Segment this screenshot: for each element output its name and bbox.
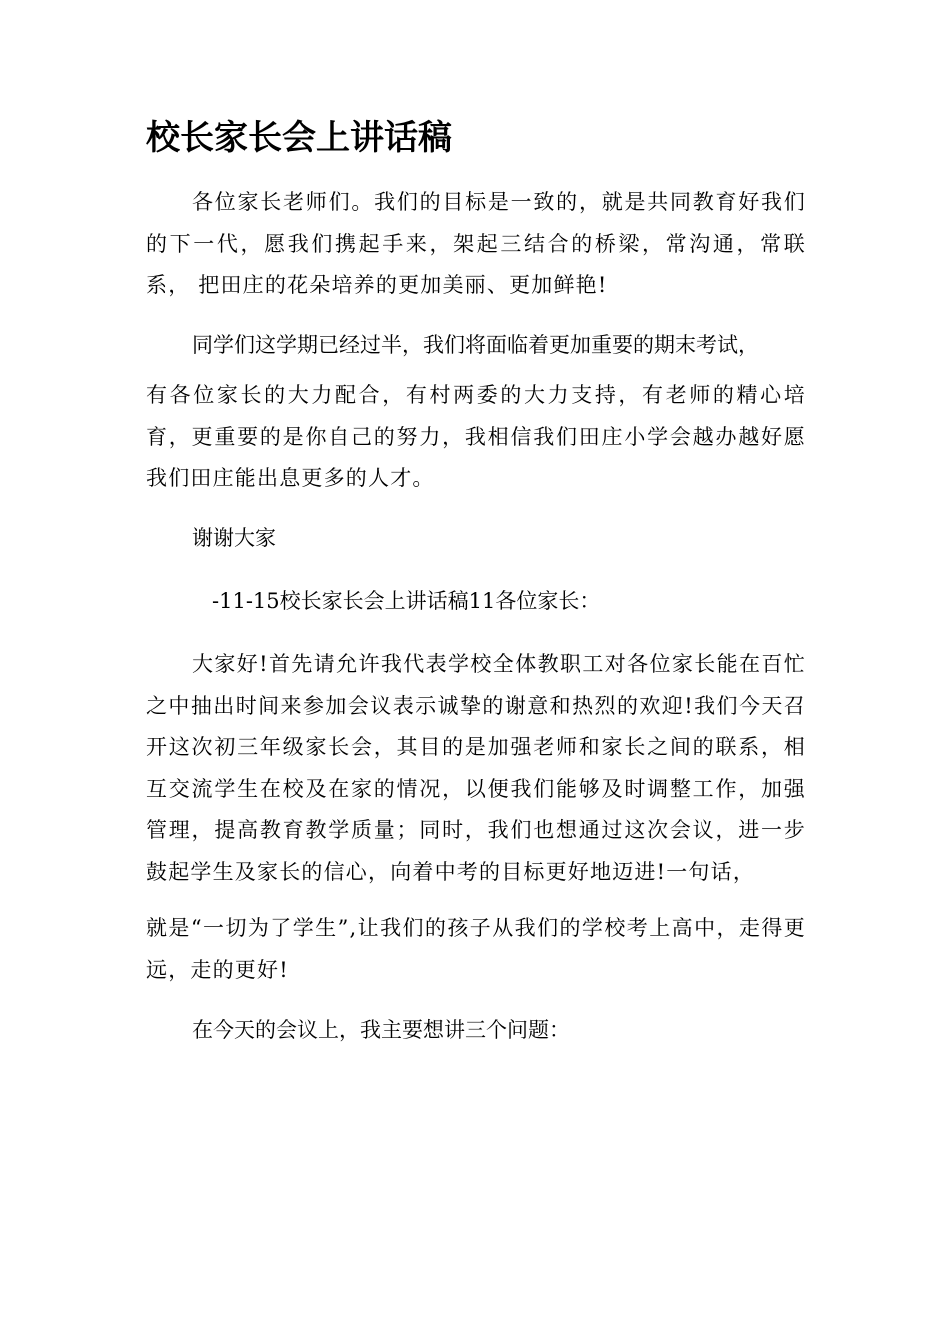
paragraph-thanks: 谢谢大家: [192, 526, 276, 550]
paragraph-date-heading: -11-15校长家长会上讲话稿11各位家长：: [212, 589, 601, 613]
paragraph-for-students: 就是“一切为了学生”,让我们的孩子从我们的学校考上高中，走得更远，走的更好!: [146, 916, 806, 982]
paragraph-semester: 同学们这学期已经过半，我们将面临着更加重要的期末考试，: [192, 333, 759, 357]
paragraph-welcome: 大家好!首先请允许我代表学校全体教职工对各位家长能在百忙之中抽出时间来参加会议表示诚挚的谢意和热烈的欢迎!我们今天召开这次初三年级家长会，其目的是加强老师和家长之间的联系，相互交流学生在校及在家的情况，以便我们能够及时调整工作，加强管理，提高教育教学质量；同时，我们也想通过这次会议，进一步鼓起学生及家长的信心，向着中考的目标更好地迈进!一句话，: [146, 652, 806, 884]
paragraph-three-issues: 在今天的会议上，我主要想讲三个问题：: [192, 1018, 570, 1042]
document-title: 校长家长会上讲话稿: [146, 118, 452, 158]
paragraph-greeting: 各位家长老师们。我们的目标是一致的，就是共同教育好我们的下一代，愿我们携起手来，架起三结合的桥梁，常沟通，常联系， 把田庄的花朵培养的更加美丽、更加鲜艳!: [146, 190, 806, 297]
paragraph-support: 有各位家长的大力配合，有村两委的大力支持，有老师的精心培育，更重要的是你自己的努力，我相信我们田庄小学会越办越好愿我们田庄能出息更多的人才。: [146, 383, 806, 490]
